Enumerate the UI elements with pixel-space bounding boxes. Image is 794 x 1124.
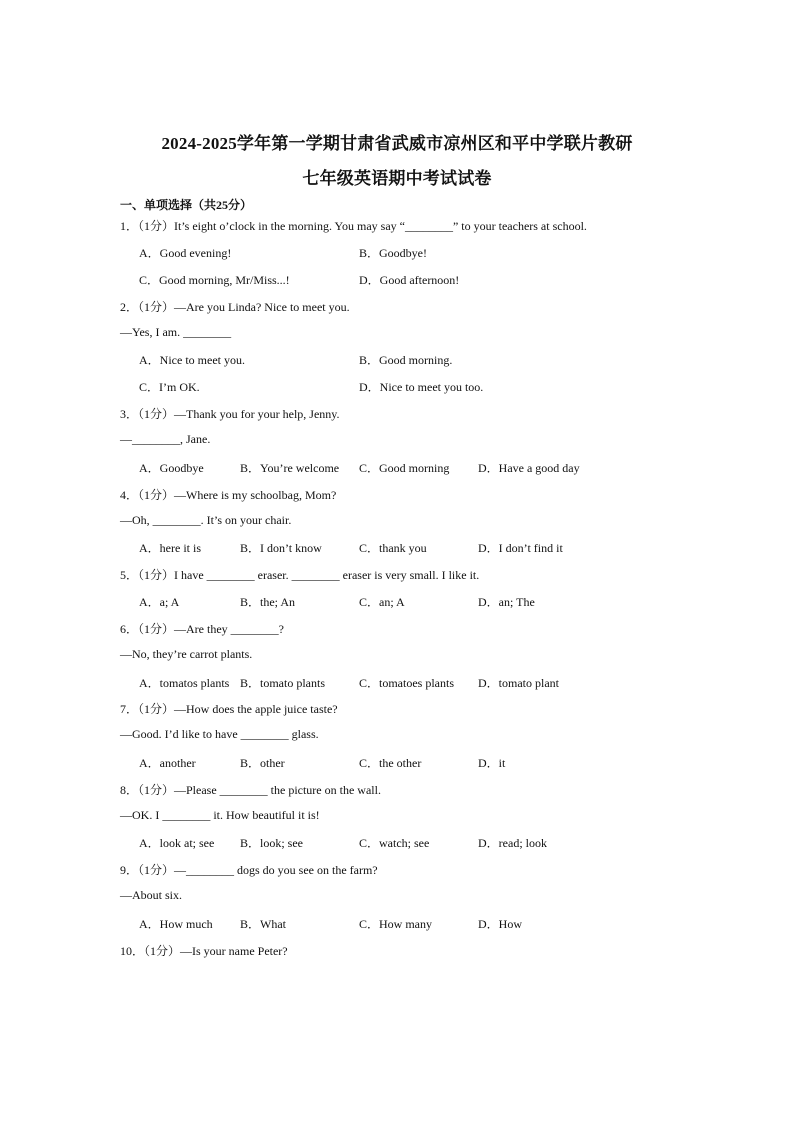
question-4-stem: 4．（1分）—Where is my schoolbag, Mom? [120,488,337,502]
question-4-options [139,539,639,555]
question-4-stem-reply: —Oh, ________. It’s on your chair. [120,513,292,527]
q1-option-d: D．Good afternoon! [359,273,460,287]
question-8-options [139,834,639,850]
q5-option-c: C．an; A [359,595,405,609]
q7-option-a: A．another [139,756,196,770]
q6-option-c: C．tomatoes plants [359,676,454,690]
q4-option-a: A．here it is [139,541,201,555]
q8-option-d: D．read; look [478,836,547,850]
question-5-options [139,593,639,609]
q3-option-d: D．Have a good day [478,461,580,475]
question-7-stem-reply: —Good. I’d like to have ________ glass. [120,727,319,741]
question-2-options-2 [139,378,639,394]
q4-option-d: D．I don’t find it [478,541,563,555]
question-7-options [139,754,639,770]
q9-option-a: A．How much [139,917,213,931]
question-9-stem-reply: —About six. [120,888,183,902]
exam-title-line1: 2024-2025学年第一学期甘肃省武威市凉州区和平中学联片教研 [161,134,633,153]
q2-option-b: B．Good morning. [359,353,453,367]
q6-option-d: D．tomato plant [478,676,559,690]
question-6-stem: 6．（1分）—Are they ________? [120,622,284,636]
q2-option-c: C．I’m OK. [139,380,200,394]
q9-option-c: C．How many [359,917,432,931]
q5-option-a: A．a; A [139,595,180,609]
question-10-stem: 10．（1分）—Is your name Peter? [120,944,288,958]
q6-option-a: A．tomatos plants [139,676,230,690]
q2-option-d: D．Nice to meet you too. [359,380,484,394]
question-1-options-2 [139,271,639,287]
question-8-stem-reply: —OK. I ________ it. How beautiful it is! [120,808,320,822]
question-7-stem: 7．（1分）—How does the apple juice taste? [120,702,338,716]
q3-option-c: C．Good morning [359,461,450,475]
q9-option-d: D．How [478,917,522,931]
question-5-stem: 5．（1分）I have ________ eraser. ________ eraser is very small. I like it. [120,568,480,582]
q8-option-b: B．look; see [240,836,303,850]
q5-option-d: D．an; The [478,595,535,609]
q2-option-a: A．Nice to meet you. [139,353,245,367]
q1-option-a: A．Good evening! [139,246,232,260]
q4-option-b: B．I don’t know [240,541,322,555]
q8-option-c: C．watch; see [359,836,430,850]
question-1-stem: 1．（1分）It’s eight o’clock in the morning. You may say “________” to your teachers at school. [120,219,587,233]
q8-option-a: A．look at; see [139,836,215,850]
question-2-options [139,351,639,367]
question-8-stem: 8．（1分）—Please ________ the picture on the wall. [120,783,381,797]
q1-option-b: B．Goodbye! [359,246,427,260]
q4-option-c: C．thank you [359,541,427,555]
q9-option-b: B．What [240,917,286,931]
exam-title-line2: 七年级英语期中考试试卷 [302,169,492,188]
question-1-options [139,244,639,260]
question-6-stem-reply: —No, they’re carrot plants. [120,647,253,661]
question-2-stem-reply: —Yes, I am. ________ [120,325,232,339]
q5-option-b: B．the; An [240,595,296,609]
section-heading: 一、单项选择（共25分） [120,198,253,212]
question-2-stem: 2．（1分）—Are you Linda? Nice to meet you. [120,300,350,314]
q7-option-b: B．other [240,756,285,770]
question-3-stem: 3．（1分）—Thank you for your help, Jenny. [120,407,340,421]
question-6-options [139,674,639,690]
q1-option-c: C．Good morning, Mr/Miss...! [139,273,290,287]
question-3-stem-reply: —________, Jane. [120,432,211,446]
q7-option-d: D．it [478,756,506,770]
q6-option-b: B．tomato plants [240,676,325,690]
question-3-options [139,459,639,475]
question-9-options [139,915,639,931]
q7-option-c: C．the other [359,756,422,770]
q3-option-a: A．Goodbye [139,461,204,475]
question-9-stem: 9．（1分）—________ dogs do you see on the farm? [120,863,378,877]
q3-option-b: B．You’re welcome [240,461,340,475]
